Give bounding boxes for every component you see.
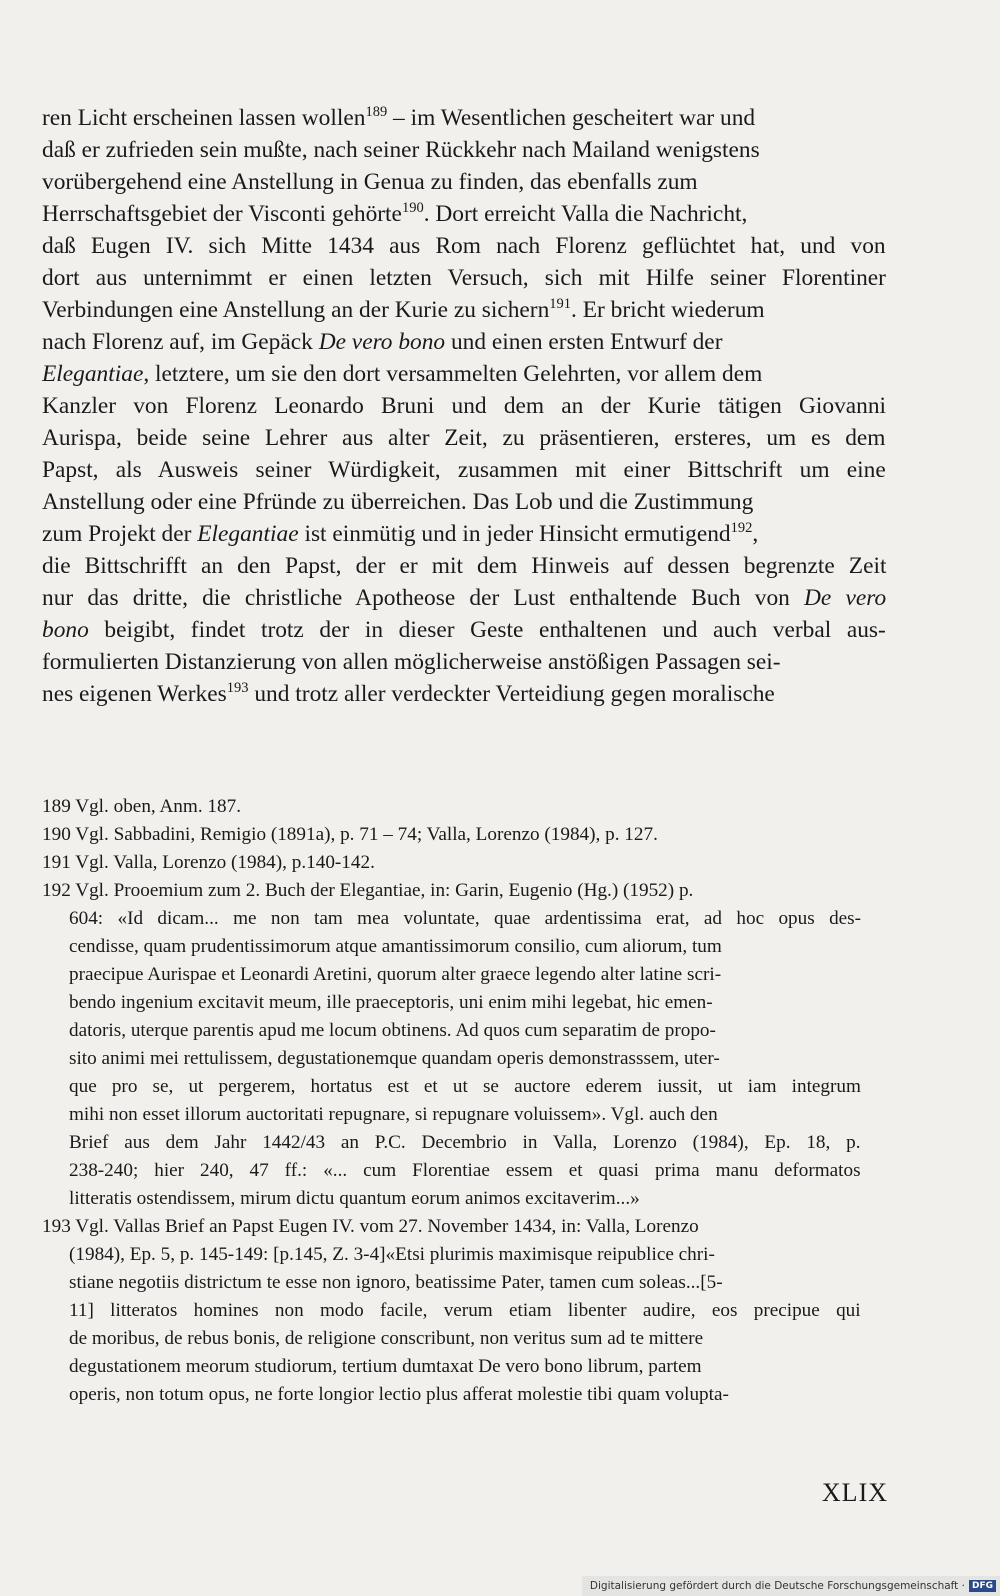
footnote-number: 192 [42,880,71,901]
footnote-190: 190 Vgl. Sabbadini, Remigio (1891a), p. 71 – 74; Valla, Lorenzo (1984), p. 127. [42,824,658,845]
text-line: Herrschaftsgebiet der Visconti gehörte$^{190}$. Dort erreicht Valla die Nachricht, [42,200,748,227]
dfg-logo: DFG [969,1580,996,1592]
footnote-191: 191 Vgl. Valla, Lorenzo (1984), p.140-142. [42,852,375,873]
text-line: nur das dritte, die christliche Apotheose der Lust enthaltende Buch von De vero [42,585,887,611]
footnote-193: 193 Vgl. Vallas Brief an Papst Eugen IV. vom 27. November 1434, in: Valla, Lorenzo (1984), Ep. 5, p. 145-149: [p.145, Z. 3-4]«Etsi plurimis maximisque reipublice chri- stiane negotiis districtum te esse non ignoro, beatissime Pater, tamen cum soleas...[5- 11] litteratos homines non modo facile, verum etiam libenter audire, eos precipue qui de moribus, de rebus bonis, de religione conscribunt, non veritus sum ad te mittere degustationem meorum studiorum, tertium dumtaxat De vero bono librum, partem operis, non totum opus, ne forte longior lectio plus afferat molestie tibi quam volupta- [42,1216,861,1405]
text-line: Elegantiae, letztere, um sie den dort versammelten Gelehrten, vor allem dem [42,361,763,387]
text-line: Aurispa, beide seine Lehrer aus alter Zeit, zu präsentieren, ersteres, um es dem [42,425,886,451]
footnote-192: 192 Vgl. Prooemium zum 2. Buch der Elegantiae, in: Garin, Eugenio (Hg.) (1952) p. 604: «Id dicam... me non tam mea voluntate, quae ardentissima erat, ad hoc opus des- cendisse, quam prudentissimorum atque amantissimorum consilio, cum aliorum, tum praecipue Aurispae et Leonardi Aretini, quorum alter graece legendo alter latine scri- bendo ingenium excitavit meum, ille praeceptoris, uni enim mihi legebat, hic emen- datoris, uterque parentis apud me locum obtinens. Ad quos cum separatim de propo- sito animi mei rettulissem, degustationemque quandam operis demonstrasssem, uter- que pro se, ut pergerem, hortatus est et ut se auctore ederem iussit, ut iam integrum mihi non esset illorum auctoritati repugnare, si repugnare voluissem». Vgl. auch den Brief aus dem Jahr 1442/43 an P.C. Decembrio in Valla, Lorenzo (1984), Ep. 18, p. 238-240; hier 240, 47 ff.: «... cum Florentiae essem et quasi prima manu deformatos litteratis ostendissem, mirum dictu quantum eorum animos excitaverim...» [42,880,862,1209]
digitization-credit [582,1576,1000,1596]
text-line: daß er zufrieden sein mußte, nach seiner Rückkehr nach Mailand wenigstens [42,137,760,163]
footnote-ref-192[interactable]: 192 [730,520,753,537]
text-line: Verbindungen eine Anstellung an der Kurie zu sichern$^{191}$. Er bricht wiederum [42,296,765,323]
footnote-189: 189 Vgl. oben, Anm. 187. [42,796,241,817]
text-line: Papst, als Ausweis seiner Würdigkeit, zusammen mit einer Bittschrift um eine [42,457,886,483]
text-line: ren Licht erscheinen lassen wollen$^{189}$ – im Wesentlichen gescheitert war und [42,104,756,131]
footnote-ref-190[interactable]: 190 [401,200,424,217]
text-line: die Bittschrifft an den Papst, der er mit dem Hinweis auf dessen begrenzte Zeit [42,553,887,579]
footnote-number: 191 [42,852,71,873]
text-line: nach Florenz auf, im Gepäck De vero bono und einen ersten Entwurf der [42,329,723,355]
text-line: vorübergehend eine Anstellung in Genua zu finden, das ebenfalls zum [42,169,698,195]
footnote-number: 190 [42,824,71,845]
footnote-ref-191[interactable]: 191 [549,296,572,313]
footnote-number: 193 [42,1216,71,1237]
text-line: formulierten Distanzierung von allen möglicherweise anstößigen Passagen sei- [42,649,781,675]
credit-text: Digitalisierung gefördert durch die Deutsche Forschungsgemeinschaft · [589,1580,965,1592]
text-line: bono beigibt, findet trotz der in dieser Geste enthaltenen und auch verbal aus- [42,617,886,643]
text-line: dort aus unternimmt er einen letzten Versuch, sich mit Hilfe seiner Florentiner [42,265,886,291]
main-text-block [42,102,886,710]
footnotes-block [42,793,888,1409]
text-line: Kanzler von Florenz Leonardo Bruni und dem an der Kurie tätigen Giovanni [42,393,887,419]
text-line: zum Projekt der Elegantiae ist einmütig und in jeder Hinsicht ermutigend$^{192}$, [42,520,759,547]
page-number: XLIX [821,1478,888,1507]
footnote-ref-189[interactable]: 189 [365,104,388,121]
text-line: daß Eugen IV. sich Mitte 1434 aus Rom nach Florenz geflüchtet hat, und von [42,233,886,259]
footnote-ref-193[interactable]: 193 [226,680,249,697]
text-line: nes eigenen Werkes$^{193}$ und trotz aller verdeckter Verteidiung gegen moralische [42,680,775,707]
text-line: Anstellung oder eine Pfründe zu überreichen. Das Lob und die Zustimmung [42,489,754,515]
footnote-number: 189 [42,796,71,817]
